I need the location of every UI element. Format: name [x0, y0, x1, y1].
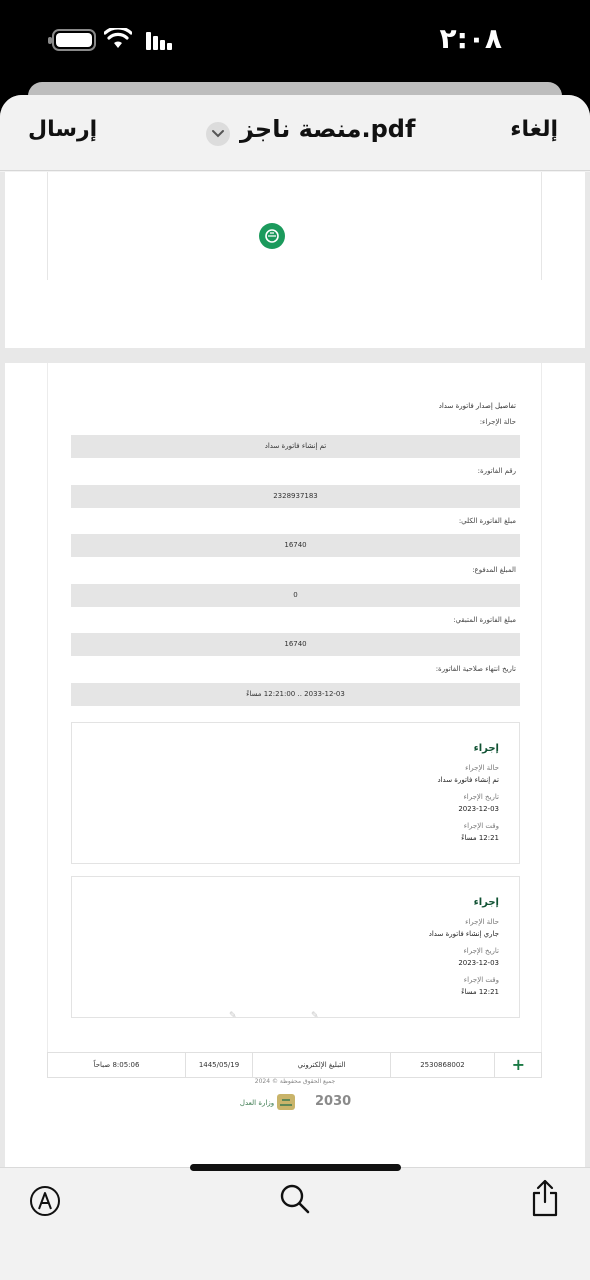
action-card	[71, 722, 520, 864]
footer-time: 8:05:06 صباحاً	[93, 1061, 140, 1069]
action-time: 12:21 مساءً	[461, 988, 499, 996]
field-label: حالة الإجراء:	[479, 418, 516, 426]
pdf-preview-sheet	[0, 95, 590, 1280]
chevron-down-icon[interactable]	[206, 122, 230, 146]
field-value: 16740	[284, 541, 307, 549]
field-value: 0	[293, 591, 298, 599]
field-value: 16740	[284, 640, 307, 648]
action-date-label: تاريخ الإجراء	[463, 947, 499, 955]
home-indicator	[190, 1164, 401, 1171]
ministry-logo-text: وزارة العدل	[239, 1099, 275, 1107]
field-value: 2328937183	[273, 492, 318, 500]
action-date-label: تاريخ الإجراء	[463, 793, 499, 801]
action-card	[71, 876, 520, 1021]
clock: ٢:٠٨	[439, 22, 502, 55]
action-time-label: وقت الإجراء	[463, 822, 499, 830]
cancel-button[interactable]: إلغاء	[510, 117, 558, 142]
page-frame	[47, 172, 542, 280]
bottom-toolbar	[0, 1167, 590, 1280]
action-status-label: حالة الإجراء	[465, 918, 499, 926]
field-label: مبلغ الفاتورة الكلي:	[458, 517, 516, 525]
action-status-label: حالة الإجراء	[465, 764, 499, 772]
action-heading: إجراء	[473, 897, 499, 908]
send-button[interactable]: إرسال	[28, 117, 98, 142]
green-seal-icon	[259, 223, 285, 249]
top-toolbar	[0, 95, 590, 171]
pdf-page-1	[5, 172, 585, 348]
markup-icon[interactable]	[28, 1184, 62, 1218]
faint-stamp-icon: ✎	[311, 1011, 319, 1021]
field-label: المبلغ المدفوع:	[472, 566, 516, 574]
document-title[interactable]: منصة ناجز.pdf	[240, 115, 416, 143]
share-icon[interactable]	[530, 1178, 560, 1218]
footer-reference-number: 2530868002	[390, 1053, 494, 1077]
field-value-box	[71, 633, 520, 656]
field-label: رقم الفاتورة:	[477, 467, 516, 475]
action-heading: إجراء	[473, 743, 499, 754]
footer-hijri-date: 1445/05/19	[185, 1053, 252, 1077]
document-footer-row	[47, 1052, 542, 1078]
field-value-box	[71, 683, 520, 706]
field-value-box	[71, 485, 520, 508]
vision-2030-logo: 2030	[315, 1094, 352, 1109]
action-status: جاري إنشاء فاتورة سداد	[428, 930, 499, 938]
copyright-text: جميع الحقوق محفوظة © 2024	[254, 1078, 336, 1085]
cellular-signal-icon	[146, 32, 174, 50]
action-date: 2023-12-03	[458, 805, 499, 813]
document-area[interactable]	[0, 172, 590, 1167]
pdf-page-2	[5, 363, 585, 1167]
field-value-box	[71, 584, 520, 607]
field-value: تم إنشاء فاتورة سداد	[264, 442, 327, 450]
action-time: 12:21 مساءً	[461, 834, 499, 842]
action-time-label: وقت الإجراء	[463, 976, 499, 984]
search-icon[interactable]	[278, 1182, 312, 1218]
action-date: 2023-12-03	[458, 959, 499, 967]
footer-plus-cell	[494, 1053, 541, 1077]
battery-icon	[52, 29, 96, 51]
field-label: مبلغ الفاتورة المتبقي:	[453, 616, 516, 624]
field-label: تاريخ انتهاء صلاحية الفاتورة:	[435, 665, 516, 673]
page-frame	[47, 363, 542, 1077]
footer-notification-type: التبليغ الإلكتروني	[252, 1053, 390, 1077]
plus-icon: +	[511, 1055, 525, 1074]
faint-stamp-icon: ✎	[229, 1011, 237, 1021]
field-value: 2033-12-03 .. 12:21:00 مساءً	[246, 690, 345, 698]
field-value-box	[71, 435, 520, 458]
status-bar	[0, 0, 590, 80]
wifi-icon	[104, 28, 132, 50]
action-status: تم إنشاء فاتورة سداد	[437, 776, 499, 784]
field-value-box	[71, 534, 520, 557]
ministry-of-justice-logo	[239, 1093, 297, 1111]
section-title: تفاصيل إصدار فاتورة سداد	[438, 402, 516, 410]
